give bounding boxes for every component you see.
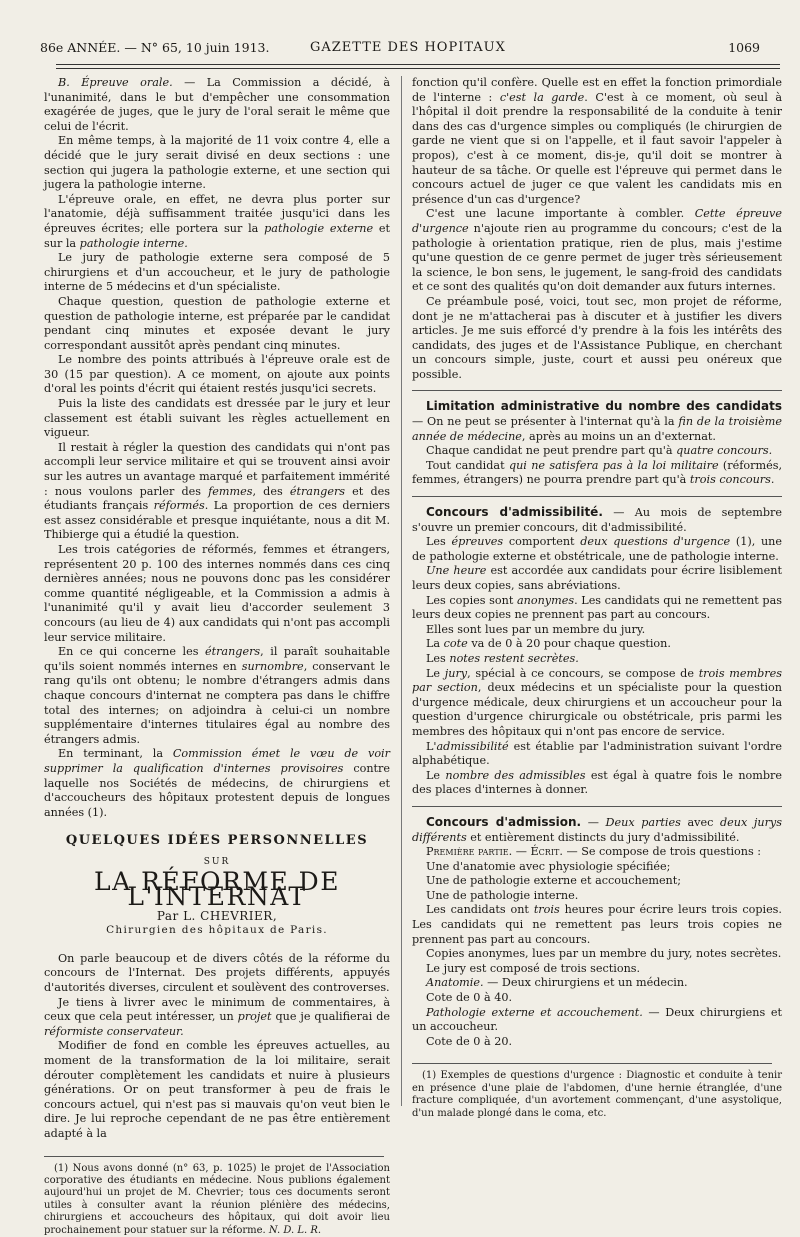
journal-title: GAZETTE DES HOPITAUX [310, 40, 506, 55]
paragraph: Tout candidat qui ne satisfera pas à la loi militaire (réformés, femmes, étrangers) ne pourra prendre part qu'à trois concours. [412, 458, 783, 487]
paragraph: Le nombre des points attribués à l'épreuve orale est de 30 (15 par question). A ce moment, on ajoute aux points d'oral les points d'écrit qui étaient restés jusqu'ici secrets. [44, 353, 390, 396]
paragraph: Il restait à régler la question des candidats qui n'ont pas accompli leur service militaire et qui se trouvent ainsi avoir sur les autres un avantage marqué et parfaitement immérité : nous voulons parler des femmes, des étrangers et des étudiants français réformés. La proportion de ces derniers est assez considérable et presque inquiétante, nous a dit M. Thibierge qui a étudié la question. [44, 440, 390, 542]
section-sur: SUR [203, 856, 231, 867]
paragraph: On parle beaucoup et de divers côtés de la réforme du concours de l'Internat. Des projets différents, appuyés d'autorités diverses, circulent et soulèvent des controverses. [44, 951, 390, 995]
paragraph: Les candidats ont trois heures pour écrire leurs trois copies. Les candidats qui ne remettent pas leurs trois copies ne prennent pas part au concours. [412, 903, 782, 946]
paragraph: Les trois catégories de réformés, femmes et étrangers, représentent 20 p. 100 des internes nommés dans ces cinq dernières années; nous ne pouvons donc pas les considérer comme quantité négligeable, et la Commission a admis à l'unanimité qu'il y avait lieu d'accorder seulement 3 concours (au lieu de 4) aux candidats qui n'ont pas accompli leur service militaire. [44, 543, 390, 644]
paragraph: Elles sont lues par un membre du jury. [426, 622, 646, 636]
paragraph: Le jury est composé de trois sections. [426, 961, 641, 975]
paragraph: Cote de 0 à 20. [426, 1034, 512, 1048]
paragraph: Puis la liste des candidats est dressée par le jury et leur classement est établi suivant les règles actuellement en vigueur. [44, 397, 390, 440]
subheading: Concours d'admissibilité. [426, 505, 603, 520]
paragraph: L'épreuve orale, en effet, ne devra plus porter sur l'anatomie, déjà suffisamment traitée jusqu'ici dans les épreuves écrites; elle portera sur la pathologie externe et sur la pathologie interne. [44, 192, 390, 250]
list-item: Une d'anatomie avec physiologie spécifiée; [426, 859, 671, 873]
paragraph: Concours d'admission. — Deux parties avec deux jurys différents et entièrement distincts du jury d'admissibilité. [412, 814, 782, 844]
subheading: Limitation administrative du nombre des candidats [426, 399, 782, 414]
paragraph: Les épreuves comportent deux questions d'urgence (1), une de pathologie externe et obstétricale, une de pathologie interne. [412, 535, 782, 563]
subheading: Concours d'admission. [426, 814, 582, 829]
paragraph: Chaque candidat ne peut prendre part qu'à quatre concours. [426, 444, 773, 458]
section-separator [412, 390, 782, 391]
footnote-signature: N. D. L. R. [268, 1224, 322, 1236]
author-byline: Par L. CHEVRIER, [156, 908, 278, 923]
paragraph: En ce qui concerne les étrangers, il paraît souhaitable qu'ils soient nommés internes en surnombre, conservant le rang qu'ils ont obtenu; le nombre d'étrangers admis dans chaque concours d'internat ne comptera pas dans le chiffre total des internes; on adjoindra à celui-ci un nombre supplémentaire d'internes titulaires égal au nombre des étrangers admis. [44, 645, 390, 746]
paragraph: Le jury de pathologie externe sera composé de 5 chirurgiens et d'un accoucheur, et le jury de pathologie interne de 5 médecins et d'un spécialiste. [44, 251, 390, 294]
left-column [44, 76, 390, 1237]
right-column [412, 76, 782, 1120]
author-affiliation: Chirurgien des hôpitaux de Paris. [106, 924, 328, 937]
paragraph: Copies anonymes, lues par un membre du jury, notes secrètes. [426, 947, 782, 961]
list-item: Une de pathologie interne. [426, 888, 579, 902]
paragraph: Je tiens à livrer avec le minimum de commentaires, à ceux que cela peut intéresser, un projet que je qualifierai de réformiste conservateur. [44, 995, 390, 1038]
list-item: Une de pathologie externe et accouchement; [426, 874, 682, 888]
paragraph: Modifier de fond en comble les épreuves actuelles, au moment de la transformation de la loi militaire, serait dérouter complètement les candidats et nuire à plusieurs générations. Or on peut transformer à peu de frais le concours actuel, qui n'est pas si mauvais qu'on veut bien le dire. Je lui reproche cependant de ne pas être entièrement adapté à la [44, 1039, 390, 1140]
header-rule-bottom [56, 68, 780, 69]
paragraph: En terminant, la Commission émet le vœu de voir supprimer la qualification d'internes provisoires contre laquelle nos Sociétés de médecins, de chirurgiens et d'accoucheurs des hôpitaux protestent depuis de longues années (1). [44, 747, 390, 819]
page-header [40, 40, 760, 56]
paragraph: Chaque question, question de pathologie externe et question de pathologie interne, est préparée par le candidat pendant cinq minutes et exposée devant le jury correspondant aussitôt après pendant cinq minutes. [44, 294, 390, 352]
paragraph: Le jury, spécial à ce concours, se compose de trois membres par section, deux médecins et un spécialiste pour la question d'urgence médicale, deux chirurgiens et un accoucheur pour la question d'urgence chirurgicale ou obstétricale, pris parmi les membres des hôpitaux qui n'ont pas encore de service. [412, 666, 783, 738]
paragraph: Cote de 0 à 40. [426, 991, 512, 1005]
footnote-rule [44, 1156, 384, 1157]
paragraph: La cote va de 0 à 20 pour chaque question. [426, 637, 671, 651]
footnote: (1) Exemples de questions d'urgence : Diagnostic et conduite à tenir en présence d'une plaie de l'abdomen, d'une hernie étranglée, d'une fracture compliquée, d'un avortement commençant, d'une asystolique, d'un malade plongé dans le coma, etc. [412, 1070, 782, 1119]
paragraph: Les notes restent secrètes. [426, 651, 579, 665]
paragraph: En même temps, à la majorité de 11 voix contre 4, elle a décidé que le jury serait divisé en deux sections : une section qui jugera la pathologie externe, et une section qui jugera la pathologie interne. [44, 134, 390, 192]
paragraph: Les copies sont anonymes. Les candidats qui ne remettent pas leurs deux copies ne prennent pas part au concours. [412, 593, 782, 622]
paragraph: L'admissibilité est établie par l'administration suivant l'ordre alphabétique. [412, 739, 782, 768]
page-number: 1069 [728, 40, 760, 55]
issue-info: 86e ANNÉE. — N° 65, 10 juin 1913. [40, 40, 270, 55]
paragraph: Une heure est accordée aux candidats pour écrire lisiblement leurs deux copies, sans abréviations. [412, 564, 782, 592]
paragraph: Concours d'admissibilité. — Au mois de septembre s'ouvre un premier concours, dit d'admissibilité. [412, 505, 783, 534]
paragraph: Pathologie externe et accouchement. — Deux chirurgiens et un accoucheur. [412, 1005, 783, 1034]
paragraph: Ce préambule posé, voici, tout sec, mon projet de réforme, dont je ne m'attacherai pas à discuter et à justifier les divers articles. Je me suis efforcé d'y prendre à la fois les intérêts des candidats, des juges et de l'Assistance Publique, en cherchant un concours simple, juste, court et aussi peu onéreux que possible. [412, 294, 782, 381]
paragraph: B. Épreuve orale. — La Commission a décidé, à l'unanimité, dans le but d'empêcher une consommation exagérée de juges, que le jury de l'oral serait le même que celui de l'écrit. [44, 76, 390, 133]
section-title: QUELQUES IDÉES PERSONNELLES [65, 833, 369, 849]
paragraph: Première partie. — Écrit. — Se compose de trois questions : [426, 845, 762, 859]
paragraph: Le nombre des admissibles est égal à quatre fois le nombre des places d'internes à donner. [412, 768, 783, 797]
paragraph: Limitation administrative du nombre des candidats — On ne peut se présenter à l'internat qu'à la fin de la troisième année de médecine, après au moins un an d'externat. [412, 399, 782, 443]
header-rule-top [56, 64, 780, 65]
paragraph: C'est une lacune importante à combler. Cette épreuve d'urgence n'ajoute rien au programme du concours; c'est de la pathologie à orientation pratique, rien de plus, mais j'estime qu'une question de ce genre permet de juger très sérieusement la science, le bon sens, le jugement, le sang-froid des candidats et ce sont des qualités qu'on doit demander aux futurs internes. [412, 207, 782, 294]
article-title: LA RÉFORME DE L'INTERNAT [94, 867, 340, 912]
column-divider [401, 76, 402, 1106]
footnote: (1) Nous avons donné (n° 63, p. 1025) le projet de l'Association corporative des étudiants en médecine. Nous publions également aujourd'hui un projet de M. Chevrier; tous ces documents seront utiles à consulter avant la réunion plénière des médecins, chirurgiens et accoucheurs des hôpitaux, qui doit avoir lieu prochainement pour statuer sur la réforme. N. D. L. R. [44, 1162, 390, 1236]
section-separator [412, 806, 782, 807]
paragraph: fonction qu'il confère. Quelle est en effet la fonction primordiale de l'interne : c'est la garde. C'est à ce moment, où seul à l'hôpital il doit prendre la responsabilité de la conduite à tenir dans des cas d'urgence simples ou compliqués (le chirurgien de garde ne vient que si on l'appelle, et il faut savoir l'appeler à propos), c'est à ce moment, dis-je, qu'il doit se montrer à hauteur de sa tâche. Or quelle est l'épreuve qui permet dans le concours actuel de juger ce que valent les candidats mis en présence d'un cas d'urgence? [412, 76, 782, 206]
section-separator [412, 496, 782, 497]
footnote-rule [412, 1063, 772, 1064]
paragraph: Anatomie. — Deux chirurgiens et un médecin. [426, 976, 688, 990]
